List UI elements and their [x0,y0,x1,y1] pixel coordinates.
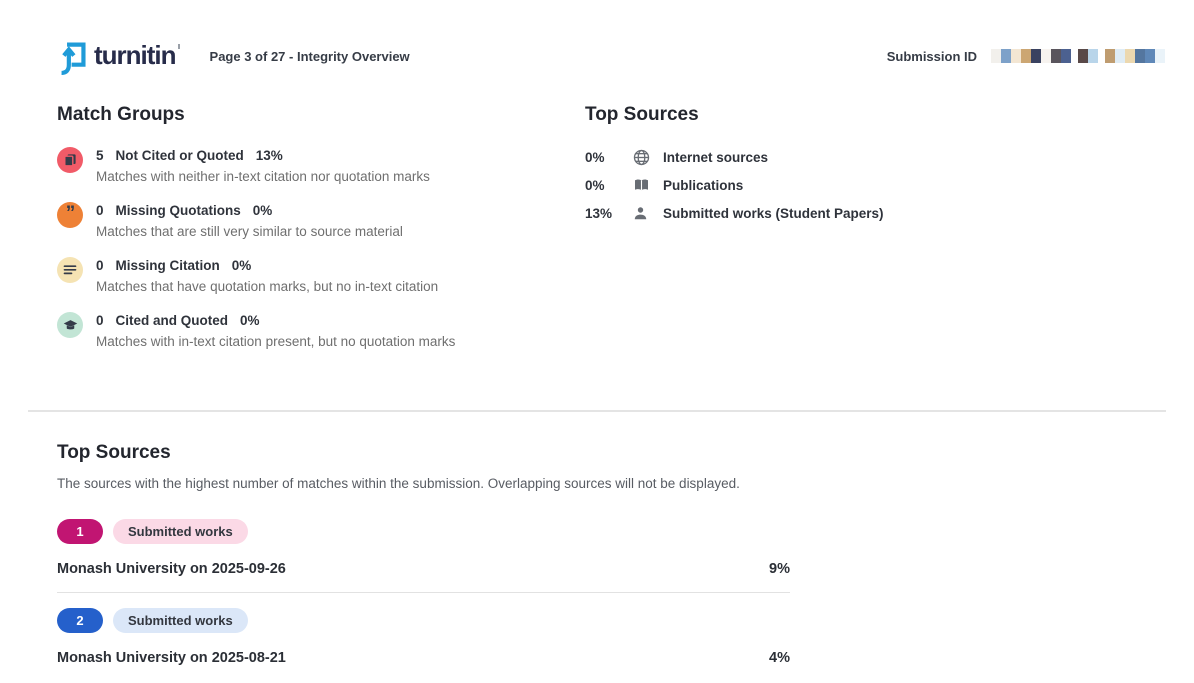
redaction-block [1001,49,1011,63]
student-person-icon [633,206,663,221]
match-group-percent: 0% [240,313,260,328]
source-rank-badge: 2 [57,608,103,633]
match-group-description: Matches with neither in-text citation nor quotation marks [96,169,430,184]
source-type-row-publications [585,176,1166,194]
source-type-row-submitted-works [585,204,1166,222]
redaction-block [1125,49,1135,63]
source-type-tag: Submitted works [113,608,248,633]
top-sources-detail-title: Top Sources [57,442,171,463]
match-group-percent: 0% [252,203,273,218]
source-type-percent: 0% [585,177,605,193]
match-group-percent: 13% [255,148,283,163]
source-type-label: Internet sources [663,149,769,165]
page-info: Page 3 of 27 - Integrity Overview [209,48,410,64]
redaction-block [1115,49,1125,63]
top-sources-summary-title: Top Sources [585,104,699,125]
match-group-label: Not Cited or Quoted [115,148,244,163]
match-group-label: Missing Citation [115,258,220,273]
match-group-count: 0 [96,313,104,328]
redaction-block [1031,49,1041,63]
top-sources-detail-subtitle: The sources with the highest number of matches within the submission. Overlapping sources will not be displayed. [57,476,740,491]
source-percent: 9% [769,561,790,577]
missing-citation-icon [57,257,83,283]
submission-id-redacted-value [991,49,1165,63]
redaction-block [1011,49,1021,63]
publications-book-icon [633,178,663,192]
match-group-row-missing-quotations [57,201,585,242]
match-group-percent: 0% [231,258,252,273]
match-group-label: Missing Quotations [115,203,241,218]
top-sources-detail-section [57,442,1166,666]
source-type-percent: 0% [585,149,605,165]
section-divider [28,410,1166,412]
redaction-block [1041,49,1051,63]
report-header [57,36,1166,76]
match-group-row-cited-and-quoted [57,311,585,352]
redaction-block [1155,49,1165,63]
turnitin-wordmark: turnitin [94,39,176,70]
redaction-block [1105,49,1115,63]
match-group-row-missing-citation [57,256,585,297]
source-type-tag: Submitted works [113,519,248,544]
match-groups-title: Match Groups [57,104,185,125]
internet-globe-icon [633,149,663,166]
redaction-block [1051,49,1061,63]
match-group-description: Matches with in-text citation present, but no quotation marks [96,334,456,349]
source-percent: 4% [769,650,790,666]
match-groups-section [57,104,585,366]
turnitin-arrow-icon [57,38,88,75]
cited-and-quoted-icon [57,312,83,338]
source-rank-badge: 1 [57,519,103,544]
match-group-count: 0 [96,258,104,273]
match-group-label: Cited and Quoted [115,313,229,328]
match-group-count: 0 [96,203,104,218]
redaction-block [1088,49,1098,63]
source-name: Monash University on 2025-08-21 [57,650,286,666]
source-divider [57,592,790,593]
trademark-tick [178,44,180,49]
match-group-description: Matches that have quotation marks, but no in-text citation [96,279,439,294]
submission-id-label: Submission ID [886,48,977,64]
turnitin-logo [57,38,180,75]
redaction-block [1145,49,1155,63]
redaction-block [991,49,1001,63]
source-type-row-internet [585,148,1166,166]
redaction-block [1135,49,1145,63]
submission-id [887,49,1165,64]
source-item [57,608,790,666]
missing-quotations-icon: ” [57,202,83,228]
match-group-count: 5 [96,148,104,163]
top-sources-summary-section [585,104,1166,366]
source-name: Monash University on 2025-09-26 [57,561,286,577]
redaction-block [1021,49,1031,63]
match-group-row-not-cited-or-quoted [57,146,585,187]
not-cited-or-quoted-icon [57,147,83,173]
source-type-label: Submitted works (Student Papers) [663,205,884,221]
match-group-description: Matches that are still very similar to source material [96,224,403,239]
redaction-block [1061,49,1071,63]
redaction-block [1078,49,1088,63]
source-type-percent: 13% [585,205,613,221]
source-type-label: Publications [663,177,744,193]
source-item [57,519,790,577]
